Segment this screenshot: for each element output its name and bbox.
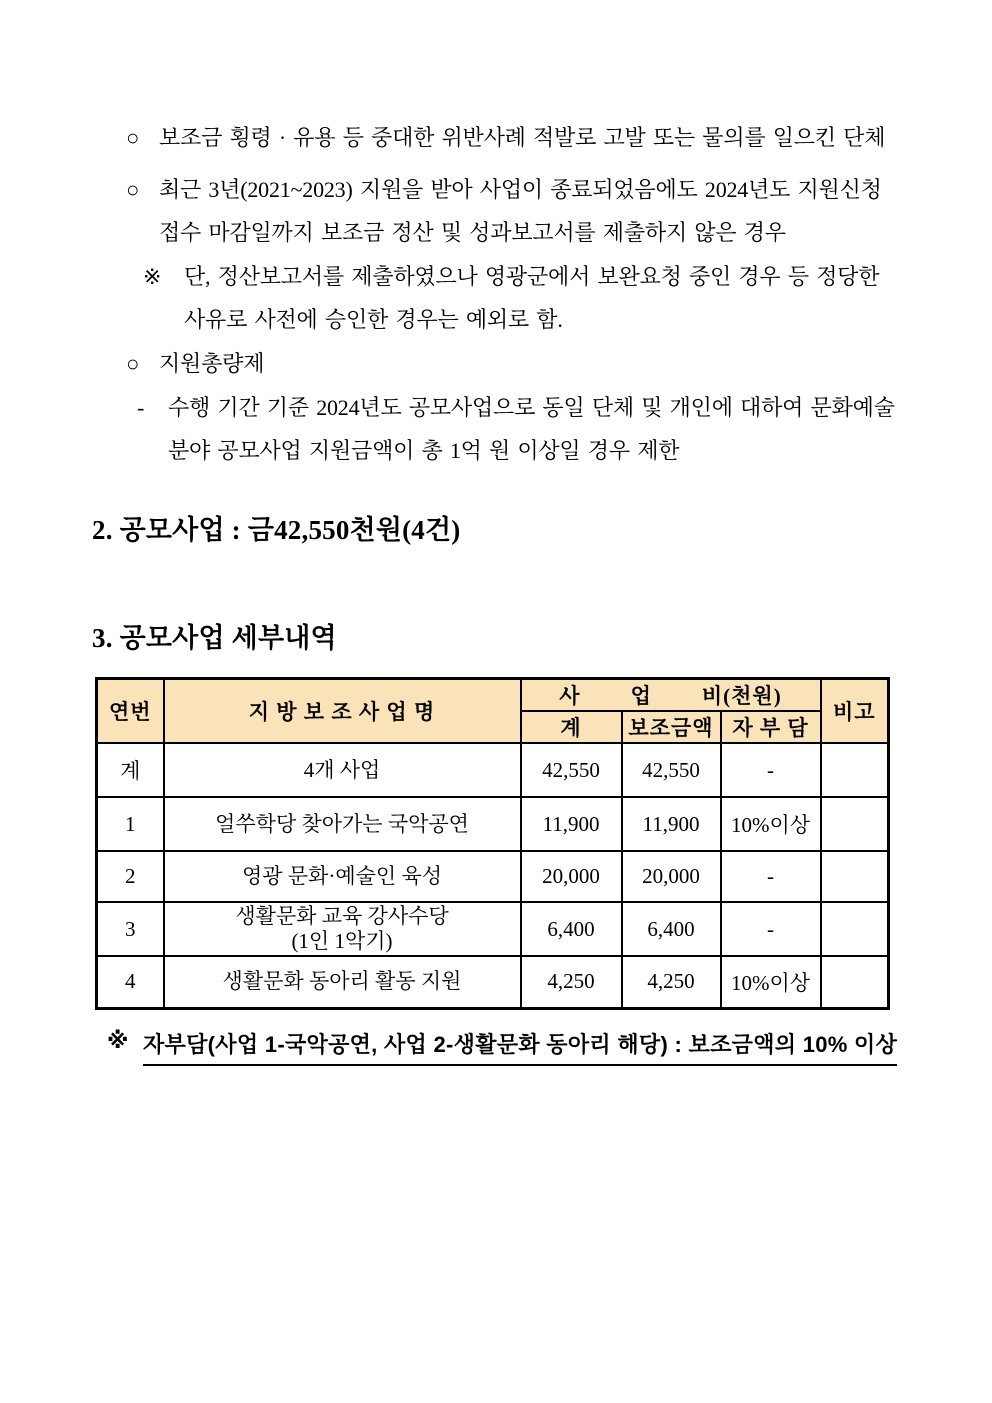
dash-text-line: 분야 공모사업 지원금액이 총 1억 원 이상일 경우 제한 — [168, 438, 680, 463]
header-cost-group: 사 업 비(천원) — [521, 679, 821, 712]
cell-note — [821, 902, 889, 956]
cell-subsidy: 6,400 — [622, 902, 721, 956]
cell-note — [821, 743, 889, 797]
cell-no: 1 — [97, 797, 164, 851]
cell-self-share: - — [721, 851, 821, 902]
cell-no: 계 — [97, 743, 164, 797]
bullet-item — [126, 116, 885, 159]
cell-subsidy: 11,900 — [622, 797, 721, 851]
cell-self-share: - — [721, 902, 821, 956]
section-2-heading: 2. 공모사업 : 금42,550천원(4건) — [92, 515, 461, 545]
dash-text-line: 수행 기간 기준 2024년도 공모사업으로 동일 단체 및 개인에 대하여 문화예술 — [168, 395, 895, 420]
dash-bullet-icon: - — [137, 395, 145, 420]
cell-project-name: 생활문화 동아리 활동 지원 — [164, 956, 521, 1008]
cell-note — [821, 851, 889, 902]
table-row — [97, 902, 889, 956]
circle-bullet-icon: ○ — [126, 177, 140, 202]
cell-note — [821, 797, 889, 851]
table-row — [97, 851, 889, 902]
cell-project-name: 얼쑤학당 찾아가는 국악공연 — [164, 797, 521, 851]
cell-project-name: 영광 문화·예술인 육성 — [164, 851, 521, 902]
cell-self-share: 10%이상 — [721, 797, 821, 851]
cell-project-name: 생활문화 교육 강사수당 (1인 1악기) — [164, 902, 521, 956]
cell-no: 2 — [97, 851, 164, 902]
bullet-text-line: 최근 3년(2021~2023) 지원을 받아 사업이 종료되었음에도 2024년도 지원신청 — [159, 177, 882, 202]
dash-item — [137, 386, 895, 472]
cell-total: 42,550 — [521, 743, 622, 797]
table-row — [97, 956, 889, 1008]
circle-bullet-icon: ○ — [126, 351, 140, 376]
header-subsidy: 보조금액 — [622, 711, 721, 743]
projects-table — [95, 677, 890, 1010]
bullet-item — [126, 168, 882, 254]
table-row — [97, 797, 889, 851]
footnote-text: 자부담(사업 1-국악공연, 사업 2-생활문화 동아리 해당) : 보조금액의 10% 이상 — [143, 1028, 897, 1066]
header-note: 비고 — [821, 679, 889, 744]
cell-note — [821, 956, 889, 1008]
cell-project-name: 4개 사업 — [164, 743, 521, 797]
circle-bullet-icon: ○ — [126, 125, 140, 150]
reference-mark-icon: ※ — [143, 264, 162, 289]
cell-subsidy: 4,250 — [622, 956, 721, 1008]
bullet-text-line: 보조금 횡령 · 유용 등 중대한 위반사례 적발로 고발 또는 물의를 일으킨 단체 — [159, 125, 886, 150]
header-total: 계 — [521, 711, 622, 743]
bullet-text-line: 지원총량제 — [159, 351, 265, 376]
note-text-line: 사유로 사전에 승인한 경우는 예외로 함. — [184, 307, 563, 332]
bullet-text-line: 접수 마감일까지 보조금 정산 및 성과보고서를 제출하지 않은 경우 — [159, 220, 786, 245]
cell-subsidy: 42,550 — [622, 743, 721, 797]
header-no: 연번 — [97, 679, 164, 744]
table-row — [97, 743, 889, 797]
note-text-line: 단, 정산보고서를 제출하였으나 영광군에서 보완요청 중인 경우 등 정당한 — [184, 264, 880, 289]
cell-self-share: 10%이상 — [721, 956, 821, 1008]
cell-total: 6,400 — [521, 902, 622, 956]
cell-total: 20,000 — [521, 851, 622, 902]
reference-mark-icon: ※ — [107, 1028, 129, 1053]
note-item — [143, 255, 879, 341]
cell-total: 11,900 — [521, 797, 622, 851]
cell-subsidy: 20,000 — [622, 851, 721, 902]
cell-total: 4,250 — [521, 956, 622, 1008]
footnote — [107, 1028, 897, 1066]
header-project-name: 지 방 보 조 사 업 명 — [164, 679, 521, 744]
bullet-item — [126, 342, 264, 385]
cell-no: 4 — [97, 956, 164, 1008]
cell-no: 3 — [97, 902, 164, 956]
section-3-heading: 3. 공모사업 세부내역 — [92, 623, 337, 653]
header-self-share: 자 부 담 — [721, 711, 821, 743]
cell-self-share: - — [721, 743, 821, 797]
